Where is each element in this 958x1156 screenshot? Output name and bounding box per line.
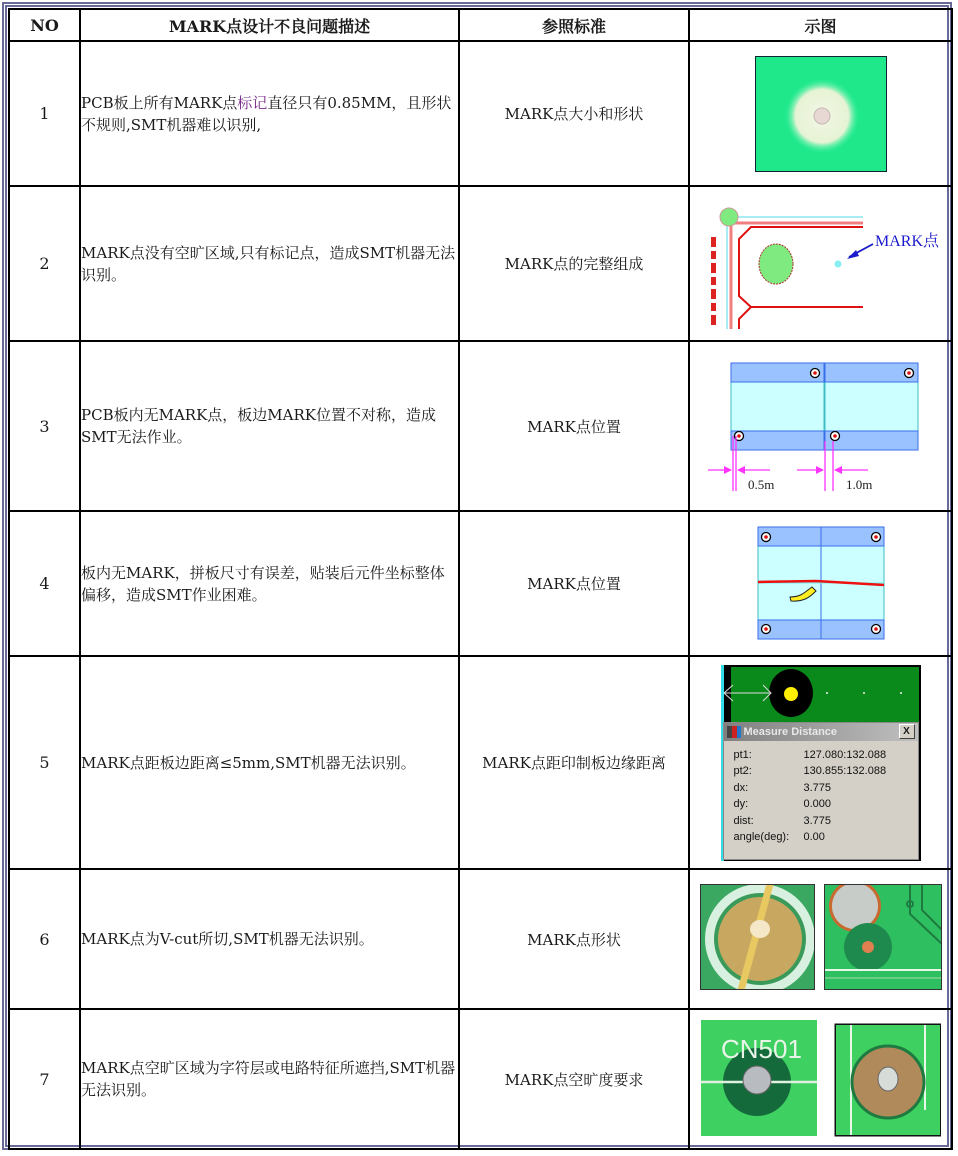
row-description: MARK点空旷区域为字符层或电路特征所遮挡,SMT机器无法识别。	[80, 1009, 459, 1149]
mark-point-label: MARK点	[874, 232, 939, 250]
field-value: 127.080:132.088	[803, 748, 887, 761]
row-description: MARK点为V-cut所切,SMT机器无法识别。	[80, 869, 459, 1009]
table-row	[9, 1009, 952, 1149]
header-figure: 示图	[689, 9, 952, 41]
row-description: MARK点距板边距离≤5mm,SMT机器无法识别。	[80, 656, 459, 869]
row-figure	[689, 186, 952, 341]
header-no: NO	[9, 9, 80, 41]
row-description: 板内无MARK，拼板尺寸有误差，贴装后元件坐标整体偏移，造成SMT作业困难。	[80, 511, 459, 656]
row-figure	[689, 869, 952, 1009]
table-row	[9, 656, 952, 869]
field-label: dist:	[733, 814, 754, 827]
row-number: 5	[9, 656, 80, 869]
table-row	[9, 341, 952, 511]
dim-label-1.0m: 1.0m	[846, 477, 873, 492]
field-label: pt1:	[733, 748, 752, 761]
header-standard: 参照标准	[459, 9, 689, 41]
table-row	[9, 511, 952, 656]
field-value: 0.000	[803, 798, 832, 810]
pcb-layout-corner	[701, 199, 941, 329]
field-value: 3.775	[803, 781, 832, 794]
obstructed-mark-photos	[701, 1020, 941, 1138]
field-label: angle(deg):	[733, 831, 790, 843]
row-number: 3	[9, 341, 80, 511]
field-value: 3.775	[803, 814, 832, 827]
row-description: MARK点没有空旷区域,只有标记点，造成SMT机器无法识别。	[80, 186, 459, 341]
row-number: 7	[9, 1009, 80, 1149]
field-label: dx:	[733, 781, 749, 794]
row-standard: MARK点大小和形状	[459, 41, 689, 186]
measure-distance-screenshot	[721, 665, 921, 861]
row-standard: MARK点形状	[459, 869, 689, 1009]
silkscreen-label: CN501	[720, 1034, 802, 1064]
row-standard: MARK点的完整组成	[459, 186, 689, 341]
row-number: 1	[9, 41, 80, 186]
table-row	[9, 41, 952, 186]
field-label: pt2:	[733, 765, 752, 777]
row-description	[80, 41, 459, 186]
row-standard: MARK点位置	[459, 511, 689, 656]
table-row	[9, 186, 952, 341]
dialog-title: Measure Distance	[743, 725, 838, 738]
row-figure	[689, 1009, 952, 1149]
mark-defect-table	[8, 8, 953, 1150]
row-standard: MARK点空旷度要求	[459, 1009, 689, 1149]
row-figure	[689, 656, 952, 869]
field-label: dy:	[733, 798, 749, 810]
table-header-row	[9, 9, 952, 41]
app-icon	[727, 726, 741, 738]
description-text: PCB板上所有MARK点	[81, 93, 238, 112]
dim-label-0.5m: 0.5m	[748, 477, 775, 492]
field-value: 0.00	[803, 831, 825, 843]
row-figure	[689, 41, 952, 186]
highlight-text: 标记	[237, 93, 268, 112]
row-standard: MARK点位置	[459, 341, 689, 511]
close-button[interactable]: X	[899, 724, 915, 739]
header-description: MARK点设计不良问题描述	[80, 9, 459, 41]
field-value: 130.855:132.088	[803, 765, 887, 777]
row-number: 6	[9, 869, 80, 1009]
green-pcb-mark-photo	[755, 56, 887, 172]
panel-mark-positions	[698, 351, 943, 501]
measure-distance-dialog	[723, 722, 919, 860]
row-number: 4	[9, 511, 80, 656]
vcut-mark-photos	[700, 884, 942, 994]
row-figure	[689, 341, 952, 511]
panel-offset-diagram	[756, 525, 886, 643]
description-text: 直径只有0.85MM，且形状不规则,SMT机器难以识别,	[81, 93, 452, 134]
row-description: PCB板内无MARK点，板边MARK位置不对称，造成SMT无法作业。	[80, 341, 459, 511]
row-standard: MARK点距印制板边缘距离	[459, 656, 689, 869]
row-figure	[689, 511, 952, 656]
row-number: 2	[9, 186, 80, 341]
table-row	[9, 869, 952, 1009]
